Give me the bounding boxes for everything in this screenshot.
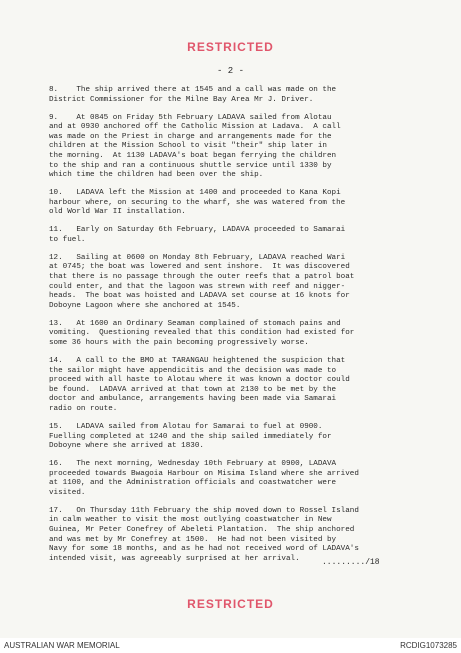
classification-footer: RESTRICTED [187,597,274,611]
paragraph-11: 11. Early on Saturday 6th February, LADAVA proceeded to Samarai to fuel. [49,226,346,244]
paragraph-16: 16. The next morning, Wednesday 10th February at 0900, LADAVA proceeded towards Bwagoia Harbour on Misima Island where she arrived at 1100, and the Administration officials and coastwatcher were visited. [49,460,359,497]
classification-header: RESTRICTED [187,40,274,54]
archive-name: AUSTRALIAN WAR MEMORIAL [4,641,120,650]
paragraph-9: 9. At 0845 on Friday 5th February LADAVA sailed from Alotau and at 0930 anchored off the Catholic Mission at Ladava. A call was made on the Priest in charge and arrangements made for the children at the Mission School to visit "their" ship later in the morning. At 1130 LADAVA's boat began ferrying the children to the ship and ran a continuous shuttle service until 1330 by which time the children had been over the ship. [49,113,341,180]
paragraph-15: 15. LADAVA sailed from Alotau for Samarai to fuel at 0900. Fuelling completed at 1240 and the ship sailed immediately for Doboyne where she arrived at 1830. [49,422,332,451]
paragraph-10: 10. LADAVA left the Mission at 1400 and proceeded to Kana Kopi harbour where, on securing to the wharf, she was watered from the old World War II installation. [49,189,346,217]
archive-reference-id: RCDIG1073285 [400,641,457,650]
paragraph-17: 17. On Thursday 11th February the ship moved down to Rossel Island in calm weather to visit the most outlying coastwatcher in New Guinea, Mr Peter Conefrey of Abeleti Plantation. The ship anchored and was met by Mr Conefrey at 1500. He had not been visited by Navy for some 18 months, and as he had not received word of LADAVA's intended visit, was agreeably surprised at her arrival. [49,506,359,563]
document-body [49,86,414,573]
paragraph-14: 14. A call to the BMO at TARANGAU heightened the suspicion that the sailor might have appendicitis and the decision was made to proceed with all haste to Alotau where it was known a doctor could be found. LADAVA arrived at that town at 2130 to be met by the doctor and ambulance, arrangements having been made via Samarai radio on route. [49,357,350,413]
paragraph-8: 8. The ship arrived there at 1545 and a call was made on the District Commissioner for the Milne Bay Area Mr J. Driver. [49,86,337,104]
continuation-marker: ........./18 [322,558,380,567]
paragraph-12: 12. Sailing at 0600 on Monday 8th February, LADAVA reached Wari at 0745; the boat was lowered and sent inshore. It was discovered that there is no passage through the outer reefs that a patrol boat could enter, and that the lagoon was strewn with reef and nigger- heads. The boat was hoisted and LADAVA set course at 16 knots for Doboyne Lagoon where she anchored at 1545. [49,253,355,310]
paragraph-13: 13. At 1600 an Ordinary Seaman complained of stomach pains and vomiting. Questioning revealed that this condition had existed for some 36 hours with the pain becoming progressively worse. [49,319,355,348]
page-number: - 2 - [216,66,244,76]
archive-footer [0,638,461,653]
